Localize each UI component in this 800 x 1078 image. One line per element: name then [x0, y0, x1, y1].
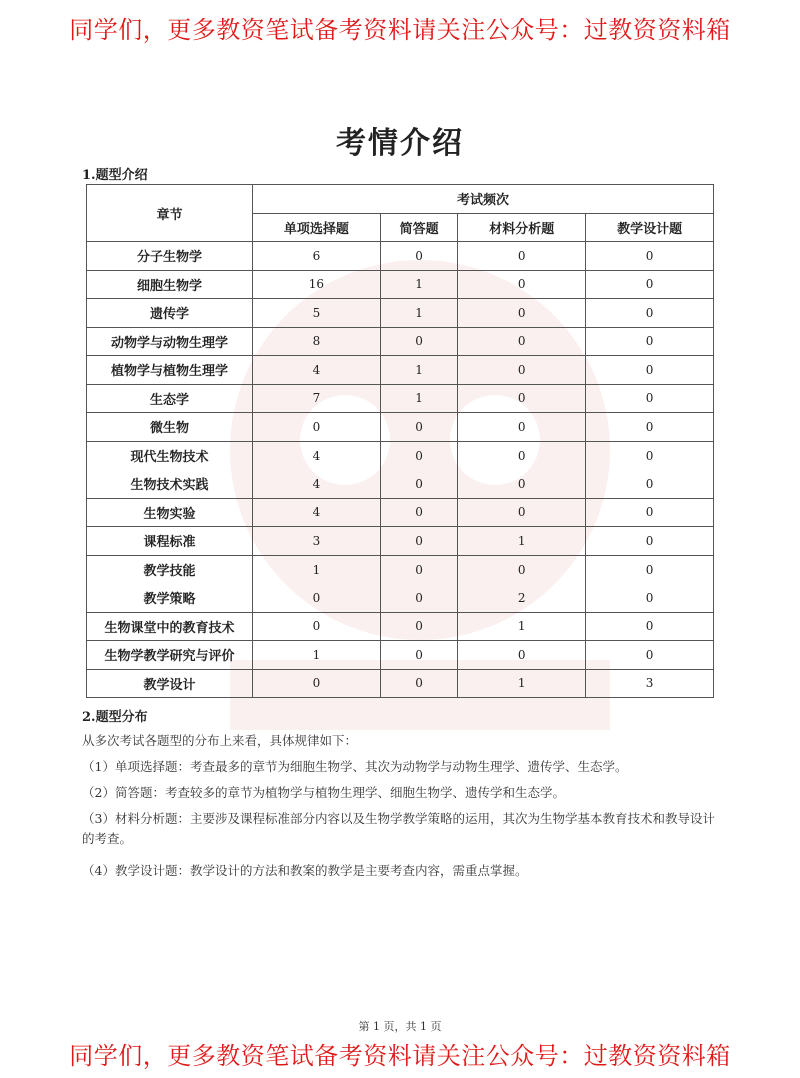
frequency-cell: 1	[380, 299, 457, 328]
frequency-cell: 0	[253, 584, 381, 613]
column-header: 材料分析题	[458, 213, 586, 242]
distribution-item: （4）教学设计题：教学设计的方法和教案的教学是主要考查内容，需重点掌握。	[82, 863, 528, 878]
frequency-cell: 0	[586, 612, 714, 641]
frequency-cell: 0	[380, 669, 457, 698]
frequency-cell: 1	[380, 356, 457, 385]
frequency-cell: 5	[253, 299, 381, 328]
frequency-cell: 0	[586, 584, 714, 613]
frequency-cell: 0	[380, 555, 457, 584]
frequency-cell: 0	[380, 527, 457, 556]
frequency-cell: 0	[586, 270, 714, 299]
frequency-cell: 0	[458, 555, 586, 584]
frequency-cell: 0	[253, 669, 381, 698]
frequency-cell: 1	[253, 555, 381, 584]
frequency-cell: 0	[253, 612, 381, 641]
frequency-cell: 0	[253, 413, 381, 442]
frequency-cell: 6	[253, 242, 381, 271]
frequency-cell: 0	[458, 498, 586, 527]
frequency-cell: 0	[458, 441, 586, 470]
chapter-cell: 生态学	[87, 384, 253, 413]
frequency-cell: 1	[380, 270, 457, 299]
table-row	[87, 498, 714, 527]
frequency-cell: 1	[458, 612, 586, 641]
chapter-cell: 细胞生物学	[87, 270, 253, 299]
frequency-cell: 16	[253, 270, 381, 299]
frequency-cell: 0	[380, 612, 457, 641]
promo-banner-top: 同学们，更多教资笔试备考资料请关注公众号：过教资资料箱	[69, 16, 731, 44]
frequency-cell: 8	[253, 327, 381, 356]
frequency-cell: 0	[586, 384, 714, 413]
chapter-cell: 生物技术实践	[87, 470, 253, 499]
table-row	[87, 612, 714, 641]
chapter-cell: 课程标准	[87, 527, 253, 556]
frequency-cell: 1	[380, 384, 457, 413]
table-row	[87, 270, 714, 299]
table-row	[87, 384, 714, 413]
frequency-cell: 0	[380, 498, 457, 527]
chapter-cell: 生物实验	[87, 498, 253, 527]
frequency-cell: 0	[586, 641, 714, 670]
frequency-cell: 0	[586, 441, 714, 470]
table-row	[87, 413, 714, 442]
column-header: 教学设计题	[586, 213, 714, 242]
column-header: 单项选择题	[253, 213, 381, 242]
frequency-cell: 1	[458, 669, 586, 698]
frequency-cell: 0	[458, 413, 586, 442]
section-heading-distribution: 2.题型分布	[82, 710, 148, 725]
frequency-cell: 0	[458, 641, 586, 670]
frequency-cell: 0	[458, 270, 586, 299]
frequency-cell: 0	[586, 413, 714, 442]
frequency-cell: 0	[380, 584, 457, 613]
distribution-item: （3）材料分析题：主要涉及课程标准部分内容以及生物学教学策略的运用，其次为生物学基本教育技术和教导设计的考查。	[82, 811, 715, 846]
frequency-cell: 0	[458, 327, 586, 356]
frequency-cell: 0	[586, 327, 714, 356]
frequency-cell: 4	[253, 498, 381, 527]
table-row	[87, 441, 714, 470]
distribution-intro: 从多次考试各题型的分布上来看，具体规律如下：	[82, 733, 358, 748]
table-row	[87, 527, 714, 556]
table-row	[87, 669, 714, 698]
table-row	[87, 584, 714, 613]
frequency-cell: 0	[380, 470, 457, 499]
frequency-cell: 7	[253, 384, 381, 413]
frequency-cell: 0	[586, 242, 714, 271]
table-row	[87, 242, 714, 271]
section-heading-question-types: 1.题型介绍	[82, 168, 148, 183]
frequency-cell: 1	[253, 641, 381, 670]
frequency-cell: 0	[380, 441, 457, 470]
chapter-cell: 遗传学	[87, 299, 253, 328]
distribution-item: （2）简答题：考查较多的章节为植物学与植物生理学、细胞生物学、遗传学和生态学。	[82, 785, 565, 800]
frequency-cell: 0	[380, 327, 457, 356]
table-row	[87, 299, 714, 328]
chapter-cell: 教学设计	[87, 669, 253, 698]
table-row	[87, 555, 714, 584]
frequency-cell: 0	[458, 299, 586, 328]
chapter-cell: 分子生物学	[87, 242, 253, 271]
frequency-cell: 0	[586, 470, 714, 499]
frequency-cell: 2	[458, 584, 586, 613]
page-title: 考情介绍	[336, 126, 464, 161]
frequency-cell: 4	[253, 441, 381, 470]
frequency-cell: 0	[586, 299, 714, 328]
page-number: 第 1 页，共 1 页	[358, 1020, 442, 1033]
frequency-cell: 1	[458, 527, 586, 556]
frequency-cell: 0	[458, 470, 586, 499]
frequency-cell: 0	[380, 242, 457, 271]
table-row	[87, 641, 714, 670]
chapter-cell: 微生物	[87, 413, 253, 442]
frequency-cell: 0	[458, 242, 586, 271]
distribution-item: （1）单项选择题：考查最多的章节为细胞生物学、其次为动物学与动物生理学、遗传学、生态学。	[82, 759, 628, 774]
table-row	[87, 356, 714, 385]
frequency-cell: 0	[586, 555, 714, 584]
table-row	[87, 470, 714, 499]
frequency-cell: 4	[253, 470, 381, 499]
promo-banner-bottom: 同学们，更多教资笔试备考资料请关注公众号：过教资资料箱	[69, 1042, 731, 1070]
frequency-cell: 0	[380, 413, 457, 442]
table-row	[87, 327, 714, 356]
chapter-cell: 现代生物技术	[87, 441, 253, 470]
frequency-cell: 3	[253, 527, 381, 556]
chapter-cell: 生物学教学研究与评价	[87, 641, 253, 670]
table-header-frequency: 考试频次	[253, 185, 714, 214]
chapter-cell: 生物课堂中的教育技术	[87, 612, 253, 641]
table-header-chapter: 章节	[87, 185, 253, 242]
frequency-cell: 3	[586, 669, 714, 698]
frequency-cell: 0	[586, 527, 714, 556]
frequency-cell: 0	[458, 356, 586, 385]
chapter-cell: 植物学与植物生理学	[87, 356, 253, 385]
chapter-cell: 教学策略	[87, 584, 253, 613]
frequency-cell: 0	[586, 498, 714, 527]
column-header: 简答题	[380, 213, 457, 242]
exam-frequency-table	[86, 184, 714, 698]
chapter-cell: 动物学与动物生理学	[87, 327, 253, 356]
chapter-cell: 教学技能	[87, 555, 253, 584]
frequency-cell: 0	[586, 356, 714, 385]
frequency-cell: 0	[380, 641, 457, 670]
frequency-cell: 4	[253, 356, 381, 385]
frequency-cell: 0	[458, 384, 586, 413]
